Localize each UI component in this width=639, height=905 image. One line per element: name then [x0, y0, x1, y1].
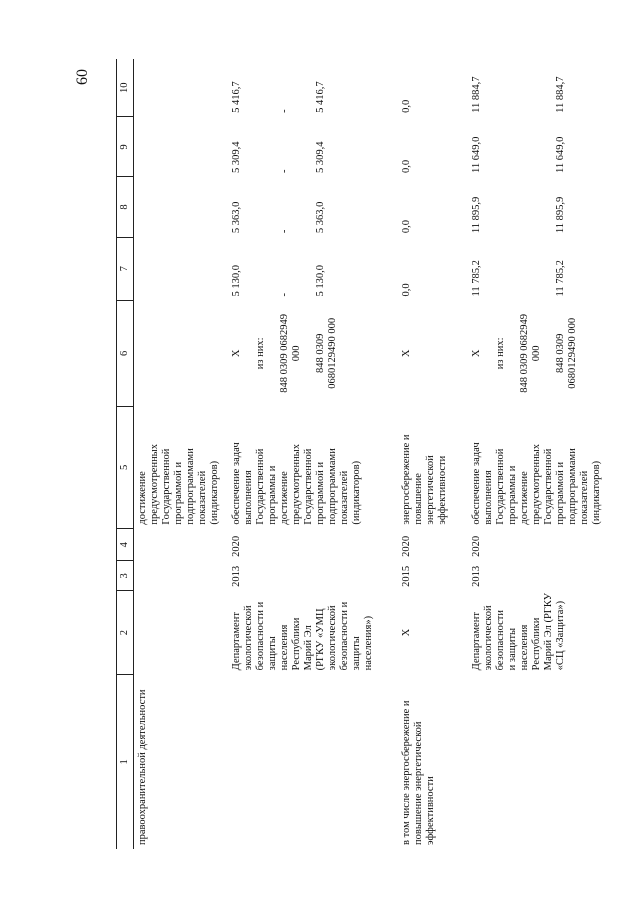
- funding-source: [231, 304, 339, 402]
- funding-source-line: 848 0309 0682949: [519, 313, 531, 393]
- col-header-6: 6: [117, 300, 134, 406]
- amount-v8-line: [483, 181, 495, 233]
- funding-source-line: из них:: [255, 337, 267, 370]
- amount-v10: [471, 63, 567, 113]
- executor-line: населения: [519, 624, 531, 671]
- amount-v10-line: [483, 63, 495, 113]
- amount-v7-line: [495, 241, 507, 296]
- amount-v10-line: [543, 63, 555, 113]
- amount-v10-line: 11 884,7: [555, 76, 567, 113]
- col-header-7: 7: [117, 237, 134, 300]
- cell-task: [468, 406, 633, 528]
- col-header-8: 8: [117, 177, 134, 237]
- task: [137, 410, 221, 524]
- col-header-9: 9: [117, 117, 134, 177]
- funding-source-line: [507, 304, 519, 402]
- cell-name: [228, 674, 398, 849]
- amount-v10-line: [267, 63, 279, 113]
- cell-v10: [398, 59, 468, 117]
- amount-v8: [471, 181, 567, 233]
- task-line: выполнения: [243, 470, 255, 525]
- executor-line: безопасности: [495, 610, 507, 671]
- funding-source-line: из них:: [495, 337, 507, 370]
- cell-end-year: [133, 529, 228, 561]
- amount-v9-line: [483, 121, 495, 173]
- task-line: программой и: [172, 461, 184, 525]
- start-year: 2013: [231, 565, 243, 587]
- executor-line: Департамент: [231, 612, 243, 671]
- amount-v7: [231, 241, 327, 296]
- task-line: Государственной: [160, 448, 172, 525]
- cell-name: [398, 674, 468, 849]
- cell-start-year: [398, 561, 468, 591]
- cell-v10: [468, 59, 633, 117]
- funding-source: [471, 304, 579, 402]
- task-line: предусмотренных: [148, 444, 160, 525]
- task-line: показателей: [339, 470, 351, 525]
- amount-v7-line: [243, 241, 255, 296]
- amount-v10-line: 5 416,7: [315, 81, 327, 113]
- cell-start-year: [133, 561, 228, 591]
- col-header-1: 1: [117, 674, 134, 849]
- amount-v7-line: 11 785,2: [555, 260, 567, 297]
- amount-v7-line: [519, 241, 531, 296]
- cell-end-year: [398, 529, 468, 561]
- cell-v9: [398, 117, 468, 177]
- cell-executor: [398, 591, 468, 674]
- amount-v8-line: [495, 181, 507, 233]
- funding-source-line: X: [471, 349, 483, 358]
- amount-v7-line: [255, 241, 267, 296]
- amount-v9-line: [255, 121, 267, 173]
- amount-v8-line: [291, 181, 303, 233]
- cell-executor: [133, 591, 228, 674]
- amount-v8-line: [519, 181, 531, 233]
- task-line: энергосбережение и: [401, 434, 413, 525]
- task-line: программы и: [507, 465, 519, 525]
- task-line: программой и: [315, 461, 327, 525]
- col-header-2: 2: [117, 591, 134, 674]
- task-line: программой и: [555, 461, 567, 525]
- amount-v9-line: [267, 121, 279, 173]
- amount-v9: [471, 121, 567, 173]
- executor-line: Республики: [531, 617, 543, 671]
- cell-v8: [398, 177, 468, 237]
- task-line: предусмотренных: [291, 444, 303, 525]
- task-line: достижение: [519, 471, 531, 525]
- task-line: подпрограммами: [184, 448, 196, 525]
- amount-v7-line: [291, 241, 303, 296]
- cell-v9: [468, 117, 633, 177]
- end-year: 2020: [231, 535, 243, 557]
- executor-line: экологической: [483, 605, 495, 671]
- cell-executor: [468, 591, 633, 674]
- amount-v10-line: 0,0: [401, 99, 413, 113]
- table-row: [228, 59, 398, 849]
- amount-v8-line: [255, 181, 267, 233]
- amount-v9-line: 0,0: [401, 159, 413, 173]
- executor-line: «СЦ «Защита»): [555, 600, 567, 671]
- amount-v7-line: [483, 241, 495, 296]
- table-row: [398, 59, 468, 849]
- executor-line: населения»): [363, 615, 375, 671]
- executor-line: экологической: [327, 605, 339, 671]
- task-line: выполнения: [483, 470, 495, 525]
- task-line: Государственной: [255, 448, 267, 525]
- cell-name: [133, 674, 228, 849]
- cell-task: [228, 406, 398, 528]
- executor-line: Республики: [291, 617, 303, 671]
- col-header-4: 4: [117, 529, 134, 561]
- executor-line: Марий Эл (РГКУ: [543, 592, 555, 671]
- amount-v8-line: [267, 181, 279, 233]
- cell-v7: [398, 237, 468, 300]
- funding-source-line: 848 0309: [555, 333, 567, 374]
- cell-funding-source: [228, 300, 398, 406]
- funding-source-line: 0680129490 000: [327, 317, 339, 389]
- cell-start-year: [228, 561, 398, 591]
- executor-line: Марий Эл: [303, 625, 315, 671]
- amount-v7-line: 0,0: [401, 283, 413, 297]
- cell-v9: [228, 117, 398, 177]
- task-line: программы и: [267, 465, 279, 525]
- task-line: (индикаторов): [208, 460, 220, 525]
- amount-v10: [231, 63, 327, 113]
- task-line: энергетической: [425, 455, 437, 525]
- amount-v9-line: [303, 121, 315, 173]
- amount-v7: [401, 241, 413, 296]
- program-name: правоохранительной деятельности: [136, 689, 148, 845]
- funding-source-line: [243, 304, 255, 402]
- executor: [401, 595, 413, 670]
- funding-source-line: 000: [291, 345, 303, 362]
- amount-v10-line: 11 884,7: [471, 76, 483, 113]
- amount-v10: [401, 63, 413, 113]
- task-line: Государственной: [303, 448, 315, 525]
- end-year: 2020: [471, 535, 483, 557]
- cell-v8: [228, 177, 398, 237]
- amount-v8-line: 11 895,9: [471, 196, 483, 234]
- cell-funding-source: [398, 300, 468, 406]
- amount-v9-line: [531, 121, 543, 173]
- executor-line: Департамент: [471, 612, 483, 671]
- amount-v9: [401, 121, 413, 173]
- cell-task: [398, 406, 468, 528]
- amount-v9: [231, 121, 327, 173]
- cell-v8: [133, 177, 228, 237]
- budget-table-wrapper: [116, 59, 636, 849]
- cell-v7: [468, 237, 633, 300]
- executor-line: (РГКУ «УМЦ: [315, 608, 327, 671]
- funding-source-line: 0680129490 000: [567, 317, 579, 389]
- amount-v9-line: 5 309,4: [315, 141, 327, 173]
- funding-source-line: [303, 304, 315, 402]
- executor-line: защиты: [351, 636, 363, 671]
- task-line: Государственной: [543, 448, 555, 525]
- amount-v8-line: -: [279, 229, 291, 234]
- executor-line: X: [401, 628, 413, 637]
- amount-v9-line: 11 649,0: [555, 136, 567, 173]
- cell-v7: [228, 237, 398, 300]
- table-row: [133, 59, 228, 849]
- amount-v10-line: [519, 63, 531, 113]
- funding-source-line: [267, 304, 279, 402]
- start-year: 2013: [471, 565, 483, 587]
- amount-v8-line: 11 895,9: [555, 196, 567, 234]
- task-line: предусмотренных: [531, 444, 543, 525]
- executor-line: безопасности и: [339, 601, 351, 671]
- cell-executor: [228, 591, 398, 674]
- funding-source: [401, 304, 413, 402]
- task-line: обеспечение задач: [231, 442, 243, 525]
- table-row: [468, 59, 633, 849]
- funding-source-line: [483, 304, 495, 402]
- col-header-5: 5: [117, 406, 134, 528]
- amount-v10-line: [303, 63, 315, 113]
- task: [401, 410, 449, 524]
- executor-line: населения: [279, 624, 291, 671]
- amount-v9-line: [291, 121, 303, 173]
- amount-v9-line: [495, 121, 507, 173]
- executor-line: и защиты: [507, 627, 519, 671]
- cell-funding-source: [468, 300, 633, 406]
- cell-start-year: [468, 561, 633, 591]
- amount-v10-line: 5 416,7: [231, 81, 243, 113]
- task-line: обеспечение задач: [471, 442, 483, 525]
- amount-v10-line: [507, 63, 519, 113]
- col-header-10: 10: [117, 59, 134, 117]
- executor: [231, 595, 375, 670]
- task-line: достижение: [279, 471, 291, 525]
- cell-v7: [133, 237, 228, 300]
- end-year: 2020: [401, 535, 413, 557]
- amount-v8-line: [531, 181, 543, 233]
- amount-v7-line: [507, 241, 519, 296]
- funding-source-line: 848 0309: [315, 333, 327, 374]
- amount-v8-line: [507, 181, 519, 233]
- funding-source-line: [543, 304, 555, 402]
- amount-v10-line: -: [279, 109, 291, 113]
- amount-v9-line: 5 309,4: [231, 141, 243, 173]
- task: [231, 410, 363, 524]
- amount-v8-line: [543, 181, 555, 233]
- amount-v9-line: [519, 121, 531, 173]
- task-line: (индикаторов): [351, 460, 363, 525]
- task-line: показателей: [579, 470, 591, 525]
- amount-v7-line: [543, 241, 555, 296]
- cell-v8: [468, 177, 633, 237]
- amount-v8: [231, 181, 327, 233]
- amount-v9-line: [543, 121, 555, 173]
- cell-name: [468, 674, 633, 849]
- executor-line: защиты: [267, 636, 279, 671]
- amount-v10-line: [291, 63, 303, 113]
- column-number-row: [117, 59, 134, 849]
- amount-v7-line: [531, 241, 543, 296]
- executor-line: безопасности и: [255, 601, 267, 671]
- funding-source-line: 000: [531, 345, 543, 362]
- start-year: 2015: [401, 565, 413, 587]
- funding-source-line: X: [401, 349, 413, 358]
- cell-funding-source: [133, 300, 228, 406]
- budget-table: [116, 59, 633, 849]
- amount-v8-line: 5 363,0: [315, 201, 327, 234]
- amount-v7: [471, 241, 567, 296]
- task-line: эффективности: [437, 455, 449, 525]
- amount-v9-line: [243, 121, 255, 173]
- amount-v9-line: [507, 121, 519, 173]
- cell-v10: [228, 59, 398, 117]
- page-number: 60: [74, 69, 91, 85]
- task-line: подпрограммами: [327, 448, 339, 525]
- amount-v8-line: [243, 181, 255, 233]
- amount-v7-line: 5 130,0: [231, 264, 243, 297]
- task-line: достижение: [136, 471, 148, 525]
- amount-v9-line: -: [279, 169, 291, 173]
- amount-v10-line: [495, 63, 507, 113]
- amount-v10-line: [255, 63, 267, 113]
- program-name: в том числе энергосбережение и повышение энергетической эффективности: [401, 700, 436, 845]
- task: [471, 410, 603, 524]
- table-body: [133, 59, 633, 849]
- cell-task: [133, 406, 228, 528]
- amount-v8: [401, 181, 413, 233]
- amount-v7-line: [267, 241, 279, 296]
- executor-line: экологической: [243, 605, 255, 671]
- amount-v8-line: 5 363,0: [231, 201, 243, 234]
- amount-v7-line: 5 130,0: [315, 264, 327, 297]
- amount-v10-line: [531, 63, 543, 113]
- funding-source-line: X: [231, 349, 243, 358]
- cell-v9: [133, 117, 228, 177]
- amount-v9-line: 11 649,0: [471, 136, 483, 173]
- amount-v8-line: [303, 181, 315, 233]
- task-line: Государственной: [495, 448, 507, 525]
- funding-source-line: 848 0309 0682949: [279, 313, 291, 393]
- amount-v7-line: [303, 241, 315, 296]
- task-line: подпрограммами: [567, 448, 579, 525]
- cell-v10: [133, 59, 228, 117]
- amount-v7-line: -: [279, 292, 291, 297]
- amount-v7-line: 11 785,2: [471, 260, 483, 297]
- task-line: повышение: [413, 473, 425, 525]
- task-line: показателей: [196, 470, 208, 525]
- executor: [471, 592, 567, 671]
- cell-end-year: [468, 529, 633, 561]
- col-header-3: 3: [117, 561, 134, 591]
- cell-end-year: [228, 529, 398, 561]
- amount-v8-line: 0,0: [401, 219, 413, 234]
- task-line: (индикаторов): [591, 460, 603, 525]
- amount-v10-line: [243, 63, 255, 113]
